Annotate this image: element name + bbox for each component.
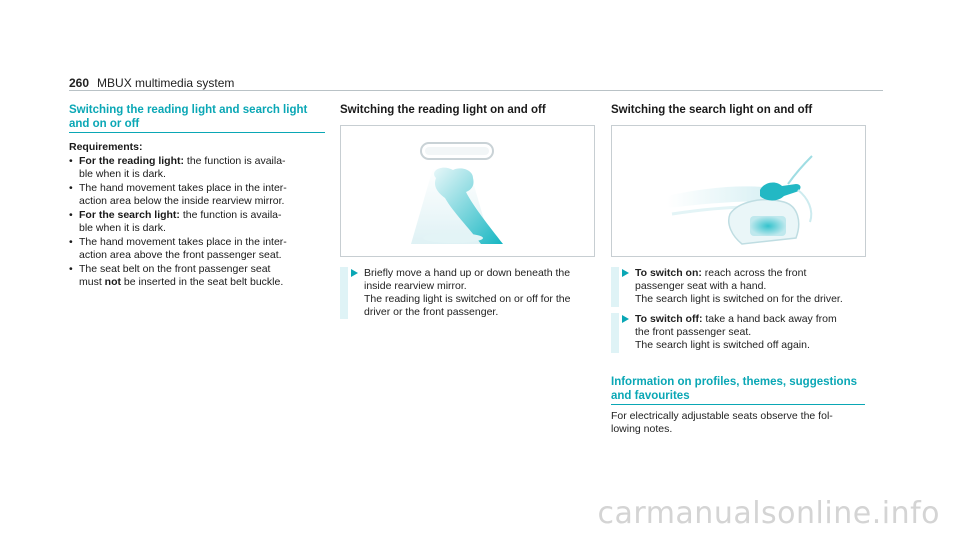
requirements-label: Requirements: (69, 141, 143, 153)
instruction-line1: Briefly move a hand up or down beneath the (364, 267, 571, 279)
section-title-line1: Information on profiles, themes, suggestions (611, 376, 857, 388)
list-item (69, 236, 331, 262)
bullet-bold-label: For the search light: (79, 209, 180, 221)
instruction-line2: inside rearview mirror. (364, 280, 467, 292)
triangle-arrow-icon (351, 269, 358, 277)
page-number: 260 (69, 76, 90, 90)
bullet-text-line2: ble when it is dark. (79, 168, 166, 180)
instruction-bar (611, 313, 619, 353)
requirements-list (69, 155, 331, 289)
triangle-arrow-icon (622, 315, 629, 323)
list-item (69, 263, 331, 289)
section-title-profiles (611, 375, 867, 403)
bullet-text: the function is availa- (184, 155, 286, 167)
step-line2: passenger seat with a hand. (635, 280, 767, 292)
step-label: To switch off: (635, 313, 703, 325)
section-title-search-light: Switching the search light on and off (611, 104, 813, 116)
section-title-reading-light: Switching the reading light on and off (340, 104, 546, 116)
step-line1: reach across the front (701, 267, 807, 279)
section-title-rule (611, 404, 865, 405)
step-line2: the front passenger seat. (635, 326, 752, 338)
bullet-text: The hand movement takes place in the inter- (79, 236, 287, 248)
section-title-line2: and on or off (69, 118, 140, 130)
list-item (69, 182, 331, 208)
instruction-text (364, 267, 570, 319)
info-line1: For electrically adjustable seats observe the fol- (611, 410, 833, 422)
watermark: carmanualsonline.info (597, 496, 940, 531)
rearview-mirror-hand-icon (341, 126, 594, 256)
bullet-text: the function is availa- (179, 209, 282, 221)
step-label: To switch on: (635, 267, 702, 279)
search-light-step-off (611, 313, 871, 353)
bullet-text: The seat belt on the front passenger seat (79, 263, 271, 275)
section-title-line2: and favourites (611, 390, 690, 402)
step-line1: take a hand back away from (702, 313, 837, 325)
bullet-text-line2a: must (79, 276, 105, 288)
instruction-line4: driver or the front passenger. (364, 306, 499, 318)
bullet-emphasis: not (104, 276, 121, 288)
header-divider (69, 90, 883, 91)
page-header-title: MBUX multimedia system (97, 76, 235, 90)
bullet-text-line2c: be inserted in the seat belt buckle. (121, 276, 284, 288)
triangle-arrow-icon (622, 269, 629, 277)
instruction-bar (611, 267, 619, 307)
instruction-text (635, 313, 837, 352)
instruction-text (635, 267, 843, 306)
search-light-step-on (611, 267, 871, 307)
section-title-line1: Switching the reading light and search light (69, 104, 308, 116)
reading-light-instruction (340, 267, 600, 319)
profiles-info-text (611, 410, 871, 436)
reading-light-illustration (340, 125, 595, 257)
section-title-reading-search (69, 103, 325, 131)
info-line2: lowing notes. (611, 423, 673, 435)
step-line3: The search light is switched off again. (635, 339, 810, 351)
list-item (69, 155, 331, 181)
bullet-text: The hand movement takes place in the inter- (79, 182, 287, 194)
bullet-text-line2: ble when it is dark. (79, 222, 166, 234)
passenger-seat-hand-icon (612, 126, 865, 256)
instruction-bar (340, 267, 348, 319)
bullet-bold-label: For the reading light: (79, 155, 184, 167)
section-title-rule (69, 132, 325, 133)
step-line3: The search light is switched on for the driver. (635, 293, 843, 305)
requirements-block (69, 141, 331, 290)
page-header (69, 76, 234, 90)
list-item (69, 209, 331, 235)
bullet-text-line2: action area below the inside rearview mirror. (79, 195, 285, 207)
search-light-illustration (611, 125, 866, 257)
bullet-text-line2: action area above the front passenger seat. (79, 249, 282, 261)
instruction-line3: The reading light is switched on or off for the (364, 293, 571, 305)
